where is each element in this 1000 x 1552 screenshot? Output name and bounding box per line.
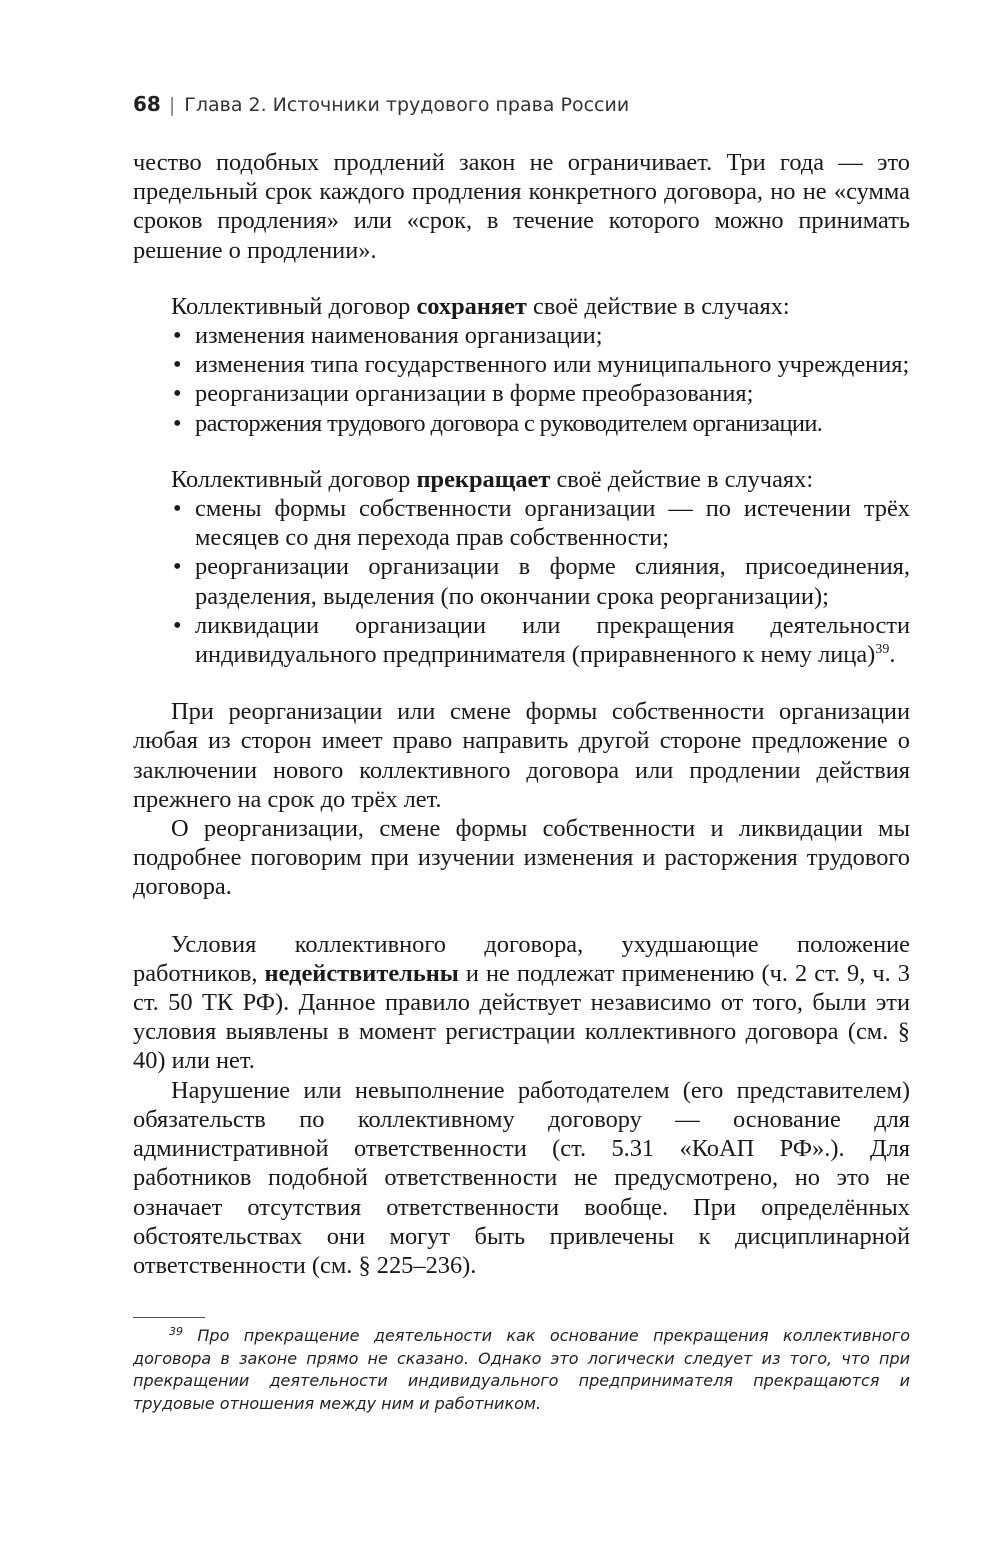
footnote-divider: [133, 1317, 205, 1318]
chapter-title: Глава 2. Источники трудового права России: [184, 94, 630, 116]
terminates-lead: Коллективный договор прекращает своё действие в случаях:: [171, 465, 814, 493]
list-item: • реорганизации организации в форме слияния, присоединения, разделения, выделения (по окончании срока реорганизации);: [195, 552, 910, 610]
terminates-list: [133, 494, 910, 669]
preserves-list: [133, 321, 910, 438]
preserves-lead: Коллективный договор сохраняет своё действие в случаях:: [171, 292, 790, 320]
list-item: • изменения типа государственного или муниципального учреждения;: [195, 350, 910, 379]
header-separator: |: [168, 94, 176, 116]
reorganization-paragraph: При реорганизации или смене формы собственности организации любая из сторон имеет право направить другой стороне предложение о заключении нового коллективного договора или продлении действия прежнего на срок до трёх лет.: [133, 698, 910, 813]
running-header: [133, 92, 629, 116]
footnote-reference[interactable]: 39: [875, 642, 890, 658]
footnote: [133, 1325, 910, 1415]
invalid-conditions-paragraph: Условия коллективного договора, ухудшающие положение работников, недействительны и не подлежат применению (ч. 2 ст. 9, ч. 3 ст. 50 ТК РФ). Данное правило действует независимо от того, были эти условия выявлены в момент регистрации коллективного договора (см. § 40) или нет.: [133, 930, 910, 1075]
footnote-number: 39: [169, 1325, 183, 1338]
list-item: • реорганизации организации в форме преобразования;: [195, 379, 910, 408]
page-number: 68: [133, 92, 161, 116]
footnote-text: Про прекращение деятельности как основание прекращения коллективного договора в законе прямо не сказано. Однако это логически следует из того, что при прекращении деятельности индивидуального предпринимателя прекращаются и трудовые отношения между ним и работником.: [133, 1326, 910, 1413]
invalid-keyword: недействительны: [264, 959, 459, 987]
main-text: [133, 148, 910, 1280]
list-item: • смены формы собственности организации — по истечении трёх месяцев со дня перехода прав собственности;: [195, 494, 910, 552]
intro-paragraph: чество подобных продлений закон не ограничивает. Три года — это предельный срок каждого продления конкретного договора, но не «сумма сроков продления» или «срок, в течение которого можно принимать решение о продлении».: [133, 149, 910, 264]
preserves-keyword: сохраняет: [416, 292, 527, 320]
list-item: • ликвидации организации или прекращения деятельности индивидуального предпринимателя (приравненного к нему лица)$^{39}$.: [195, 611, 910, 669]
terminates-keyword: прекращает: [416, 465, 551, 493]
violation-paragraph: Нарушение или невыполнение работодателем (его представителем) обязательств по коллективному договору — основание для административной ответственности (ст. 5.31 «КоАП РФ».). Для работников подобной ответственности не предусмотрено, но это не означает отсутствия ответственности вообще. При определённых обстоятельствах они могут быть привлечены к дисциплинарной ответственности (см. § 225–236).: [133, 1076, 910, 1279]
list-item: • изменения наименования организации;: [195, 321, 910, 350]
list-item: • расторжения трудового договора с руководителем организации.: [195, 409, 910, 438]
reorganization-more-paragraph: О реорганизации, смене формы собственности и ликвидации мы подробнее поговорим при изучении изменения и расторжения трудового договора.: [133, 815, 910, 901]
